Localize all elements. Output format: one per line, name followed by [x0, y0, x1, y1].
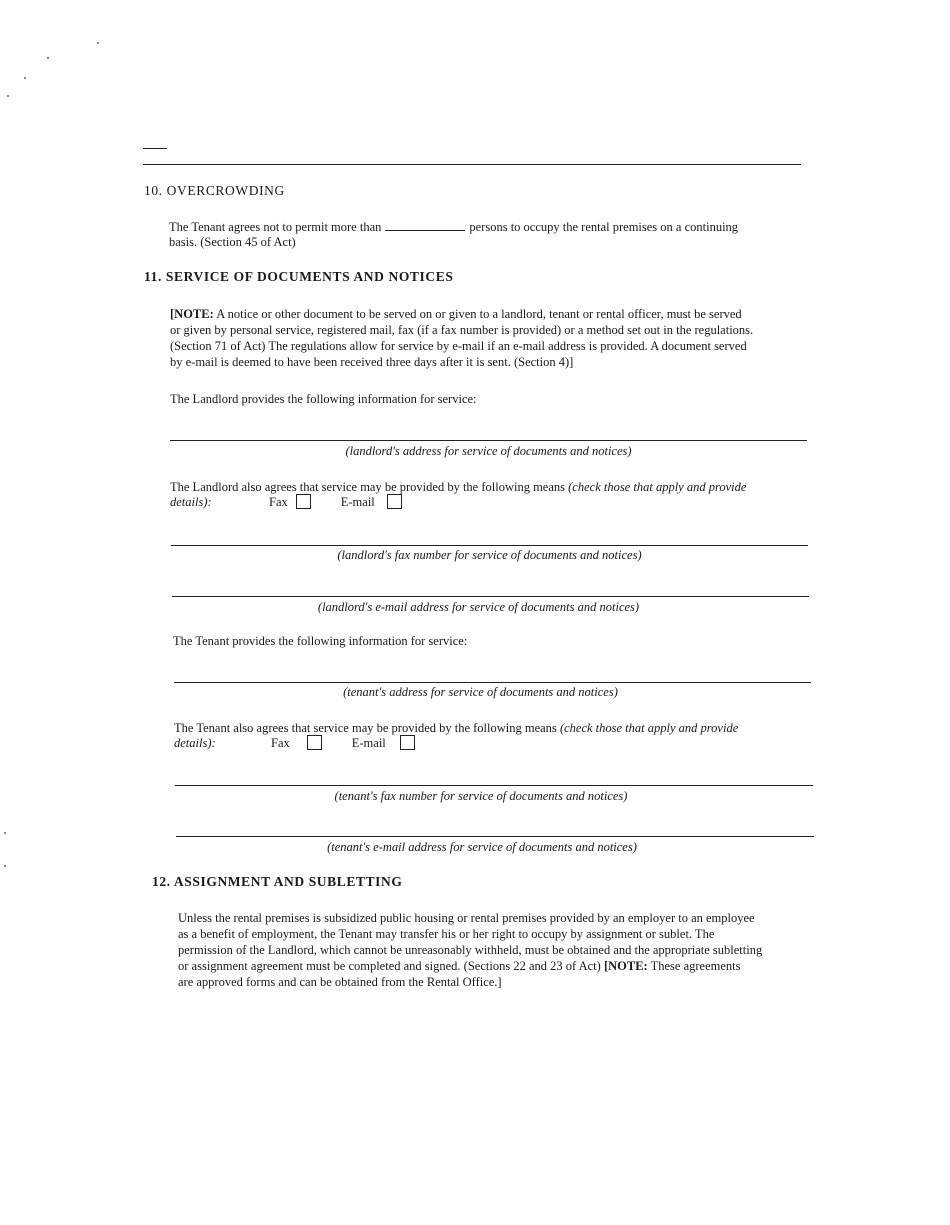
landlord-email-line[interactable] [172, 596, 809, 597]
landlord-fax-line[interactable] [171, 545, 808, 546]
section-title: SERVICE OF DOCUMENTS AND NOTICES [165, 269, 454, 284]
fax-label: Fax [269, 495, 288, 509]
tenant-email-caption: (tenant's e-mail address for service of documents and notices) [327, 840, 637, 854]
section-10-heading [144, 183, 285, 199]
tenant-means-line-2: details): Fax E-mail [174, 735, 445, 751]
section-12-heading [152, 874, 402, 890]
tenant-fax-checkbox[interactable] [307, 735, 322, 750]
top-short-rule [143, 148, 167, 149]
tenant-fax-line[interactable] [175, 785, 813, 786]
section-title: OVERCROWDING [166, 183, 285, 198]
scan-speck [47, 57, 49, 59]
section-number: 12. [152, 874, 171, 889]
tenant-address-caption: (tenant's address for service of documents and notices) [343, 685, 618, 699]
scan-speck [7, 95, 9, 97]
landlord-address-line[interactable] [170, 440, 807, 441]
landlord-means-line-2: details): Fax E-mail [170, 494, 432, 510]
overcrowding-line-2: basis. (Section 45 of Act) [169, 235, 296, 249]
top-rule [143, 164, 801, 165]
landlord-email-checkbox[interactable] [387, 494, 402, 509]
section-number: 11. [144, 269, 162, 284]
landlord-fax-caption: (landlord's fax number for service of documents and notices) [337, 548, 642, 562]
landlord-address-caption: (landlord's address for service of documents and notices) [345, 444, 632, 458]
email-label: E-mail [351, 736, 386, 750]
landlord-intro: The Landlord provides the following information for service: [170, 392, 477, 406]
fax-label: Fax [271, 736, 290, 750]
tenant-fax-caption: (tenant's fax number for service of documents and notices) [334, 789, 628, 803]
scan-speck [4, 865, 6, 867]
scan-speck [4, 832, 6, 834]
scan-speck [97, 42, 99, 44]
tenant-means-line-1: The Tenant also agrees that service may be provided by the following means (check those that apply and provide [174, 721, 739, 735]
tenant-email-checkbox[interactable] [400, 735, 415, 750]
overcrowding-line-1: The Tenant agrees not to permit more than persons to occupy the rental premises on a continuing [169, 220, 739, 234]
tenant-email-line[interactable] [176, 836, 814, 837]
section-11-heading [144, 269, 453, 285]
assignment-paragraph: Unless the rental premises is subsidized public housing or rental premises provided by an employer to an employee as a benefit of employment, the Tenant may transfer his or her right to occupy by assignment or sublet. The permission of the Landlord, which cannot be unreasonably withheld, must be obtained and the appropriate subletting or assignment agreement must be completed and signed. (Sections 22 and 23 of Act) [NOTE: These agreements are approved forms and can be obtained from the Rental Office.] [178, 911, 763, 989]
landlord-email-caption: (landlord's e-mail address for service of documents and notices) [317, 600, 640, 614]
tenant-intro: The Tenant provides the following information for service: [173, 634, 468, 648]
landlord-fax-checkbox[interactable] [296, 494, 311, 509]
note-paragraph: [NOTE: A notice or other document to be served on or given to a landlord, tenant or rental officer, must be served or given by personal service, registered mail, fax (if a fax number is provided) or a method set out in the regulations. (Section 71 of Act) The regulations allow for service by e-mail if an e-mail address is provided. A document served by e-mail is deemed to have been received three days after it is sent. (Section 4)] [170, 307, 754, 369]
occupant-count-field[interactable] [385, 220, 465, 231]
tenant-address-line[interactable] [174, 682, 811, 683]
section-title: ASSIGNMENT AND SUBLETTING [173, 874, 403, 889]
email-label: E-mail [340, 495, 375, 509]
scan-speck [24, 77, 26, 79]
landlord-means-line-1: The Landlord also agrees that service may be provided by the following means (check those that apply and provide [170, 480, 747, 494]
section-number: 10. [144, 183, 163, 198]
